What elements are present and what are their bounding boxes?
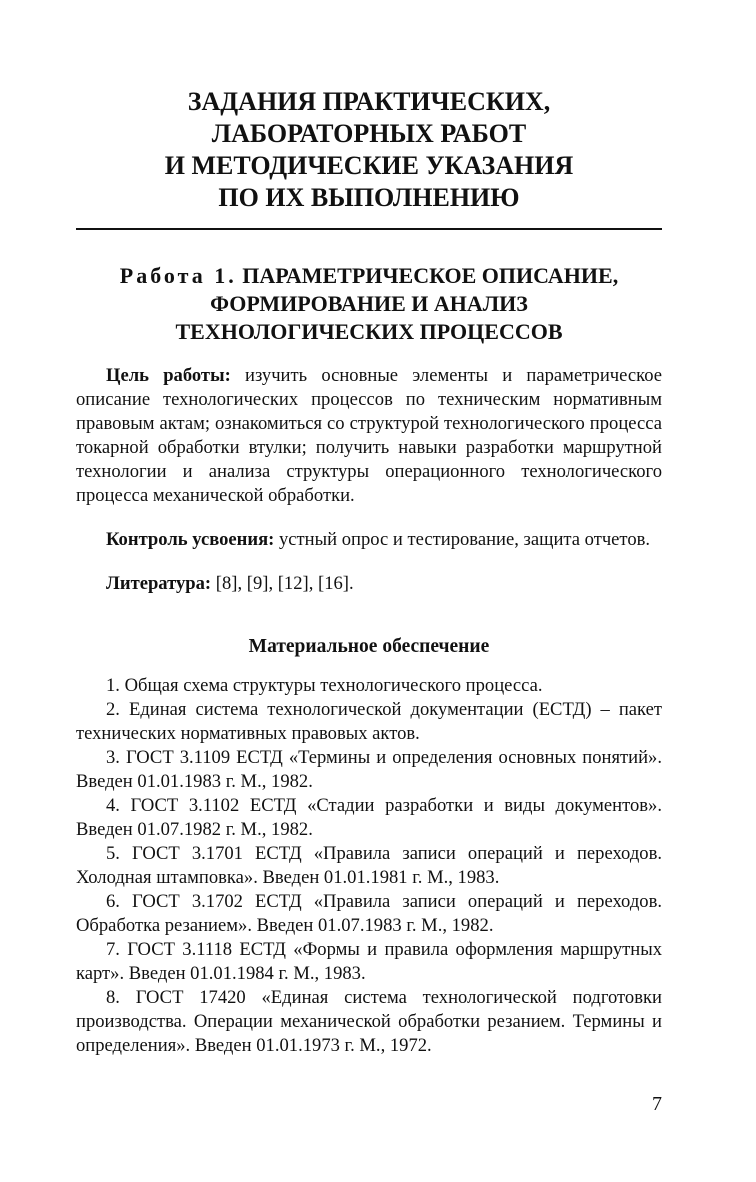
list-item: 6. ГОСТ 3.1702 ЕСТД «Правила записи операций и переходов. Обработка резанием». Введен 01.07.1983 г. М., 1982. bbox=[76, 891, 662, 936]
goal-text: изучить основные элементы и параметрическое описание технологических процессов по техническим нормативным правовым актам; ознакомиться со структурой технологического процесса токарной обработки втулки; получить навыки разработки маршрутной технологии и анализа структуры операционного технологического процесса механической обработки. bbox=[76, 365, 662, 506]
literature-label: Литература: bbox=[106, 573, 212, 594]
work-prefix: Работа 1. bbox=[119, 263, 237, 288]
list-item: 4. ГОСТ 3.1102 ЕСТД «Стадии разработки и виды документов». Введен 01.07.1982 г. М., 1982. bbox=[76, 795, 662, 840]
control-label: Контроль усвоения: bbox=[106, 529, 275, 550]
literature-paragraph bbox=[76, 572, 662, 596]
materials-heading: Материальное обеспечение bbox=[248, 636, 490, 657]
main-title bbox=[76, 86, 662, 214]
control-paragraph bbox=[76, 528, 662, 552]
main-title-line: ЗАДАНИЯ ПРАКТИЧЕСКИХ, bbox=[187, 87, 551, 116]
page-number: 7 bbox=[652, 1093, 662, 1115]
document-page bbox=[76, 0, 662, 1058]
main-title-line: ПО ИХ ВЫПОЛНЕНИЮ bbox=[218, 183, 520, 212]
list-item: 5. ГОСТ 3.1701 ЕСТД «Правила записи операций и переходов. Холодная штамповка». Введен 01.01.1981 г. М., 1983. bbox=[76, 843, 662, 888]
goal-label: Цель работы: bbox=[106, 365, 231, 386]
list-item: 1. Общая схема структуры технологического процесса. bbox=[106, 675, 543, 696]
work-title bbox=[76, 262, 662, 346]
list-item: 7. ГОСТ 3.1118 ЕСТД «Формы и правила оформления маршрутных карт». Введен 01.01.1984 г. М., 1983. bbox=[76, 939, 662, 984]
literature-text: [8], [9], [12], [16]. bbox=[211, 573, 354, 594]
goal-paragraph bbox=[76, 364, 662, 508]
list-item: 3. ГОСТ 3.1109 ЕСТД «Термины и определения основных понятий». Введен 01.01.1983 г. М., 1982. bbox=[76, 747, 662, 792]
list-item: 2. Единая система технологической документации (ЕСТД) – пакет технических нормативных правовых актов. bbox=[76, 699, 662, 744]
list-item: 8. ГОСТ 17420 «Единая система технологической подготовки производства. Операции механической обработки резанием. Термины и определения». Введен 01.01.1973 г. М., 1972. bbox=[76, 987, 662, 1056]
title-divider bbox=[76, 228, 662, 230]
work-title-text: ПАРАМЕТРИЧЕСКОЕ ОПИСАНИЕ, bbox=[242, 263, 619, 288]
work-title-line-2: ФОРМИРОВАНИЕ И АНАЛИЗ bbox=[210, 291, 528, 316]
work-title-line-1 bbox=[76, 262, 662, 290]
main-title-line: ЛАБОРАТОРНЫХ РАБОТ bbox=[211, 119, 527, 148]
work-title-line-3: ТЕХНОЛОГИЧЕСКИХ ПРОЦЕССОВ bbox=[175, 319, 563, 344]
main-title-line: И МЕТОДИЧЕСКИЕ УКАЗАНИЯ bbox=[164, 151, 574, 180]
control-text: устный опрос и тестирование, защита отчетов. bbox=[274, 529, 651, 550]
materials-list bbox=[76, 674, 662, 1058]
